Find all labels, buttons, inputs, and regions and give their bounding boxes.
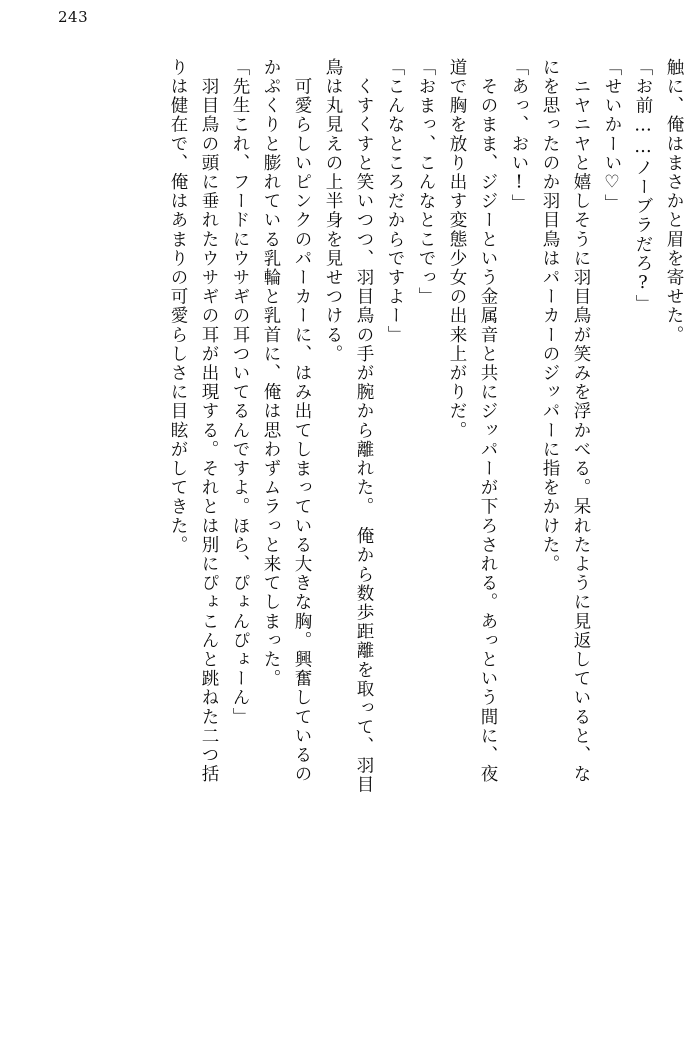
- text-line: くすくすと笑いつつ、羽目鳥の手が腕から離れた。 俺から数歩距離を取って、羽目: [354, 58, 374, 795]
- vertical-text-body: [28, 58, 682, 1026]
- text-line: 道で胸を放り出す変態少女の出来上がりだ。: [447, 58, 467, 440]
- text-line: かぷくりと膨れている乳輪と乳首に、俺は思わずムラっと来てしまった。: [261, 58, 281, 689]
- text-line: 鳥は丸見えの上半身を見せつける。: [323, 58, 343, 364]
- text-line: 「あっ、おい!」: [509, 58, 529, 214]
- page-number: 243: [58, 8, 89, 26]
- text-line: 「おまっ、こんなとこでっ」: [416, 58, 436, 307]
- text-line: 触に、俺はまさかと眉を寄せた。: [664, 58, 684, 345]
- text-line: 「こんなところだからですよー」: [385, 58, 405, 345]
- text-line: 「お前……ノーブラだろ?」: [633, 58, 653, 314]
- text-line: にを思ったのか羽目鳥はパーカーのジッパーに指をかけた。: [540, 58, 560, 574]
- text-line: そのまま、ジジーという金属音と共にジッパーが下ろされる。あっという間に、夜: [478, 58, 498, 784]
- text-line: ニヤニヤと嬉しそうに羽目鳥が笑みを浮かべる。呆れたように見返していると、な: [571, 58, 591, 784]
- text-line: 羽目鳥の頭に垂れたウサギの耳が出現する。それとは別にぴょこんと跳ねた二つ括: [199, 58, 219, 784]
- text-line: 可愛らしいピンクのパーカーに、はみ出てしまっている大きな胸。興奮しているの: [292, 58, 312, 784]
- text-line: 「せいかーい♡」: [602, 58, 622, 214]
- text-line: 「先生これ、フードにウサギの耳ついてるんですよ。ほら、ぴょんぴょーん」: [230, 58, 250, 727]
- text-line: りは健在で、俺はあまりの可愛らしさに目眩がしてきた。: [168, 58, 188, 555]
